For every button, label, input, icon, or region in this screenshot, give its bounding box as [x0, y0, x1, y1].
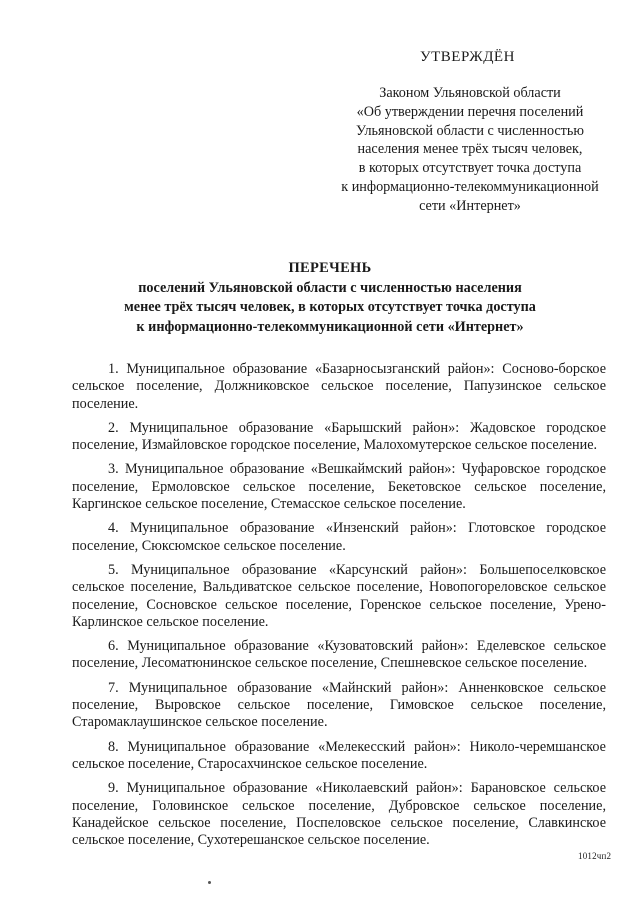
list-item: 7. Муниципальное образование «Майнский район»: Анненковское сельское поселение, Выровское сельское поселение, Гимовское сельское поселение, Старомаклаушинское сельское поселение.: [72, 679, 606, 731]
list-item: 4. Муниципальное образование «Инзенский район»: Глотовское городское поселение, Сюксюмское сельское поселение.: [72, 520, 606, 554]
list-item: 2. Муниципальное образование «Барышский район»: Жадовское городское поселение, Измайловское городское поселение, Малохомутерское сельское поселение.: [72, 419, 606, 454]
list-item: 3. Муниципальное образование «Вешкаймский район»: Чуфаровское городское поселение, Ермоловское сельское поселение, Бекетовское сельское поселение, Каргинское сельское поселение, Стемасское сельское поселение.: [72, 461, 606, 513]
approval-line: «Об утверждении перечня поселений: [356, 103, 584, 120]
approval-line: сети «Интернет»: [419, 197, 521, 214]
settlement-list: [72, 361, 606, 856]
page-code: 1012чп2: [578, 851, 612, 861]
document-heading: [60, 259, 600, 337]
approval-statement: [320, 84, 620, 216]
heading-line: поселений Ульяновской области с численностью населения: [138, 279, 522, 296]
approval-line: Ульяновской области с численностью: [356, 122, 584, 139]
heading-line: менее трёх тысяч человек, в которых отсутствует точка доступа: [124, 299, 536, 315]
heading-title: ПЕРЕЧЕНЬ: [288, 260, 372, 276]
approval-line: Законом Ульяновской области: [379, 85, 561, 101]
heading-line: к информационно-телекоммуникационной сети «Интернет»: [136, 318, 524, 335]
approved-stamp-title: УТВЕРЖДЁН: [420, 49, 515, 65]
scan-speck: [208, 881, 211, 884]
approval-line: в которых отсутствует точка доступа: [358, 160, 582, 177]
approval-line: населения менее трёх тысяч человек,: [357, 141, 583, 158]
list-item: 9. Муниципальное образование «Николаевский район»: Барановское сельское поселение, Головинское сельское поселение, Дубровское сельское поселение, Канадейское сельское поселение, Поспеловское сельское поселение, Славкинское сельское поселение, Сухотерешанское сельское поселение.: [72, 780, 606, 849]
list-item: 8. Муниципальное образование «Мелекесский район»: Николо-черемшанское сельское поселение, Старосахчинское сельское поселение.: [72, 738, 606, 772]
list-item: 6. Муниципальное образование «Кузоватовский район»: Еделевское сельское поселение, Лесоматюнинское сельское поселение, Спешневское сельское поселение.: [72, 638, 606, 672]
list-item: 1. Муниципальное образование «Базарносызганский район»: Сосново-борское сельское поселение, Должниковское сельское поселение, Папузинское сельское поселение.: [72, 361, 606, 412]
list-item: 5. Муниципальное образование «Карсунский район»: Большепоселковское сельское поселение, Вальдиватское сельское поселение, Новопогореловское сельское поселение, Сосновское сельское поселение, Горенское сельское поселение, Урено-Карлинское сельское поселение.: [72, 561, 606, 630]
approval-line: к информационно-телекоммуникационной: [341, 178, 599, 195]
